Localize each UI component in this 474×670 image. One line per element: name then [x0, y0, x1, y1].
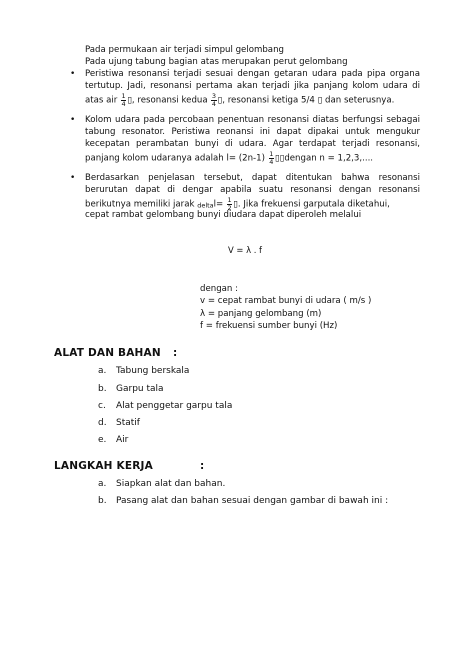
lambda-box-icon: ▯▯	[274, 153, 285, 164]
section-heading-alat: ALAT DAN BAHAN	[54, 347, 161, 359]
intro-line-2: Pada ujung tabung bagian atas merupakan perut gelombang	[85, 57, 348, 67]
bullet-3-dot: •	[70, 173, 76, 183]
definition-v: v = cepat rambat bunyi di udara ( m/s )	[200, 296, 372, 306]
langkah-item-text: Siapkan alat dan bahan.	[116, 479, 226, 489]
bullet-3-line-1: Berdasarkan penjelasan tersebut, dapat ditentukan bahwa resonansi	[85, 173, 420, 183]
fraction-denominator: 2	[227, 203, 232, 212]
bullet-2-line-1: Kolom udara pada percobaan penentuan resonansi diatas berfungsi sebagai	[85, 115, 420, 125]
alat-item-mark: b.	[98, 384, 107, 394]
langkah-item-text: Pasang alat dan bahan sesuai dengan gambar di bawah ini :	[116, 496, 389, 506]
bullet-1-text-a: atas air	[85, 95, 118, 106]
bullet-1-text-b: , resonansi kedua	[131, 95, 208, 106]
fraction-quarter	[269, 151, 274, 165]
bullet-2-dot: •	[70, 115, 76, 125]
bullet-3-line-2: berurutan dapat di dengar apabila suatu resonansi dengan resonansi	[85, 185, 420, 195]
bullet-1-line-2: tertutup. Jadi, resonansi pertama akan terjadi jika panjang kolom udara di	[85, 81, 420, 91]
alat-item-text: Alat penggetar garpu tala	[116, 401, 233, 411]
bullet-2-text-a: panjang kolom udaranya adalah l= (2n-1)	[85, 153, 265, 164]
bullet-2-text-b: dengan n = 1,2,3,....	[284, 153, 374, 164]
bullet-2-line-4	[85, 151, 373, 165]
fraction-denominator: 4	[211, 99, 217, 108]
fraction-quarter	[121, 93, 126, 107]
alat-item-text: Air	[116, 435, 129, 445]
fraction-denominator: 4	[269, 157, 274, 166]
lambda-box-icon: ▯	[317, 95, 323, 106]
velocity-formula: V = λ . f	[228, 245, 262, 255]
bullet-3-line-4: cepat rambat gelombang bunyi diudara dapat diperoleh melalui	[85, 210, 362, 220]
fraction-numerator: 1	[227, 196, 232, 204]
bullet-1-line-1: Peristiwa resonansi terjadi sesuai dengan getaran udara pada pipa organa	[85, 69, 420, 79]
section-heading-alat-colon: :	[173, 347, 178, 359]
bullet-1-dot: •	[70, 69, 76, 79]
lambda-box-icon: ▯	[217, 95, 223, 106]
alat-item-mark: c.	[98, 401, 106, 411]
bullet-2-line-2: tabung resonator. Peristiwa reonansi ini dapat dipakai untuk mengukur	[85, 127, 420, 137]
alat-item-text: Tabung berskala	[116, 366, 190, 376]
fraction-numerator: 3	[211, 92, 217, 100]
fraction-three-quarter	[211, 93, 216, 107]
bullet-2-line-3: kecepatan perambatan bunyi di udara. Agar terdapat terjadi resonansi,	[85, 139, 420, 149]
fraction-denominator: 4	[121, 99, 126, 108]
alat-item-mark: a.	[98, 366, 107, 376]
alat-item-mark: d.	[98, 418, 107, 428]
langkah-item-mark: a.	[98, 479, 107, 489]
bullet-1-text-d: dan seterusnya.	[325, 95, 395, 106]
intro-line-1: Pada permukaan air terjadi simpul gelombang	[85, 45, 284, 55]
lambda-box-icon: ▯	[233, 199, 238, 210]
section-heading-langkah: LANGKAH KERJA	[54, 460, 153, 472]
fraction-numerator: 1	[121, 92, 126, 100]
bullet-1-line-3	[85, 93, 394, 107]
definitions-header: dengan :	[200, 284, 238, 294]
langkah-item-mark: b.	[98, 496, 107, 506]
lambda-box-icon: ▯	[127, 95, 132, 106]
section-heading-langkah-colon: :	[200, 460, 205, 472]
bullet-3-text-c: . Jika frekuensi garputala diketahui,	[237, 199, 390, 210]
alat-item-mark: e.	[98, 435, 107, 445]
alat-item-text: Garpu tala	[116, 384, 164, 394]
bullet-3-text-b: l=	[213, 199, 224, 210]
definition-f: f = frekuensi sumber bunyi (Hz)	[200, 321, 338, 331]
definition-lambda: λ = panjang gelombang (m)	[200, 309, 322, 319]
alat-item-text: Statif	[116, 418, 140, 428]
bullet-3-text-a: berikutnya memiliki jarak	[85, 199, 195, 210]
delta-label: delta	[197, 201, 214, 210]
bullet-1-text-c: , resonansi ketiga 5/4	[222, 95, 315, 106]
fraction-numerator: 1	[269, 150, 274, 158]
